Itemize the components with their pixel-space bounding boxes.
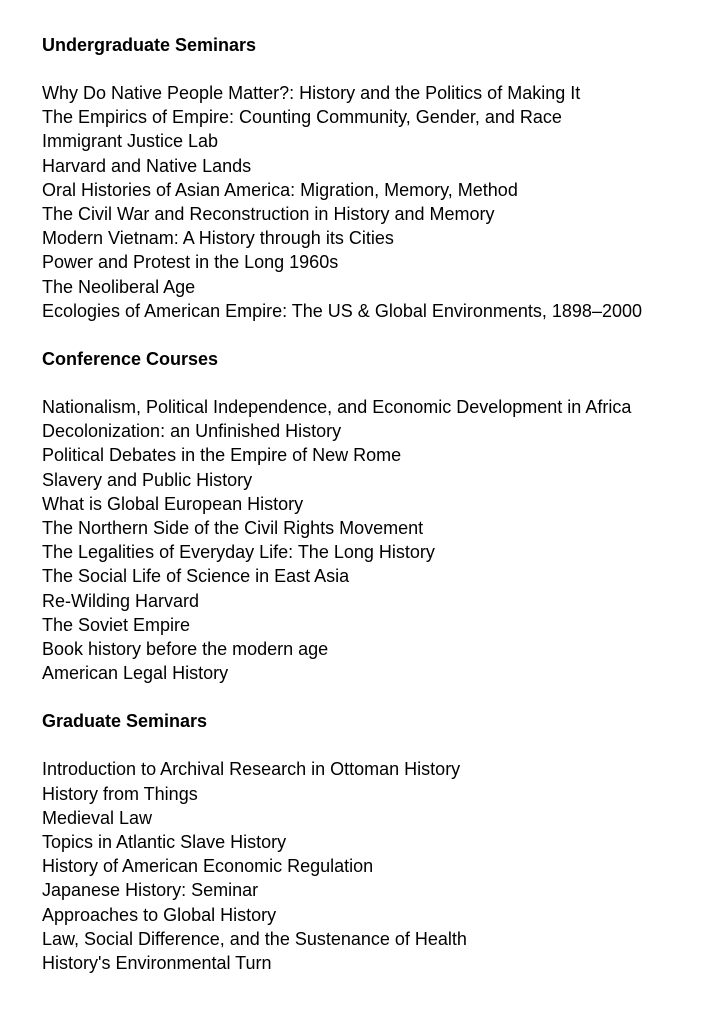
course-item: The Legalities of Everyday Life: The Long History [42, 542, 435, 563]
section-conference-courses [42, 347, 703, 685]
course-item: American Legal History [42, 663, 229, 684]
course-item: Law, Social Difference, and the Sustenance of Health [42, 928, 467, 949]
section-undergraduate-seminars [42, 33, 703, 323]
course-item: The Civil War and Reconstruction in History and Memory [42, 204, 495, 225]
course-item: The Northern Side of the Civil Rights Movement [42, 518, 424, 539]
course-item: The Neoliberal Age [42, 276, 196, 297]
course-item: What is Global European History [42, 493, 304, 514]
course-item: Harvard and Native Lands [42, 155, 252, 176]
section-graduate-seminars [42, 709, 703, 975]
course-item: Why Do Native People Matter?: History and the Politics of Making It [42, 83, 581, 103]
course-item: Japanese History: Seminar [42, 880, 259, 901]
course-item: The Empirics of Empire: Counting Community, Gender, and Race [42, 107, 562, 128]
course-item: History from Things [42, 783, 198, 804]
course-item: Book history before the modern age [42, 639, 329, 660]
course-item: Oral Histories of Asian America: Migration, Memory, Method [42, 179, 518, 200]
course-item: Political Debates in the Empire of New Rome [42, 445, 402, 466]
course-item: Ecologies of American Empire: The US & Global Environments, 1898–2000 [42, 300, 642, 321]
course-list [42, 757, 703, 975]
course-item: Modern Vietnam: A History through its Cities [42, 228, 394, 249]
course-item: The Soviet Empire [42, 614, 191, 635]
course-list [42, 81, 703, 323]
course-item: Medieval Law [42, 807, 153, 828]
course-item: Re-Wilding Harvard [42, 590, 200, 611]
course-item: History's Environmental Turn [42, 953, 272, 974]
course-item: Power and Protest in the Long 1960s [42, 252, 339, 273]
course-item: Nationalism, Political Independence, and Economic Development in Africa [42, 397, 632, 418]
course-item: The Social Life of Science in East Asia [42, 566, 350, 587]
section-heading: Conference Courses [42, 349, 219, 370]
course-list [42, 395, 703, 685]
course-item: Introduction to Archival Research in Ottoman History [42, 759, 461, 780]
section-heading: Graduate Seminars [42, 711, 208, 732]
course-item: History of American Economic Regulation [42, 856, 374, 877]
course-item: Immigrant Justice Lab [42, 131, 219, 152]
course-item: Decolonization: an Unfinished History [42, 421, 342, 442]
course-item: Topics in Atlantic Slave History [42, 832, 287, 853]
course-item: Slavery and Public History [42, 469, 253, 490]
section-heading: Undergraduate Seminars [42, 35, 257, 55]
course-item: Approaches to Global History [42, 904, 277, 925]
